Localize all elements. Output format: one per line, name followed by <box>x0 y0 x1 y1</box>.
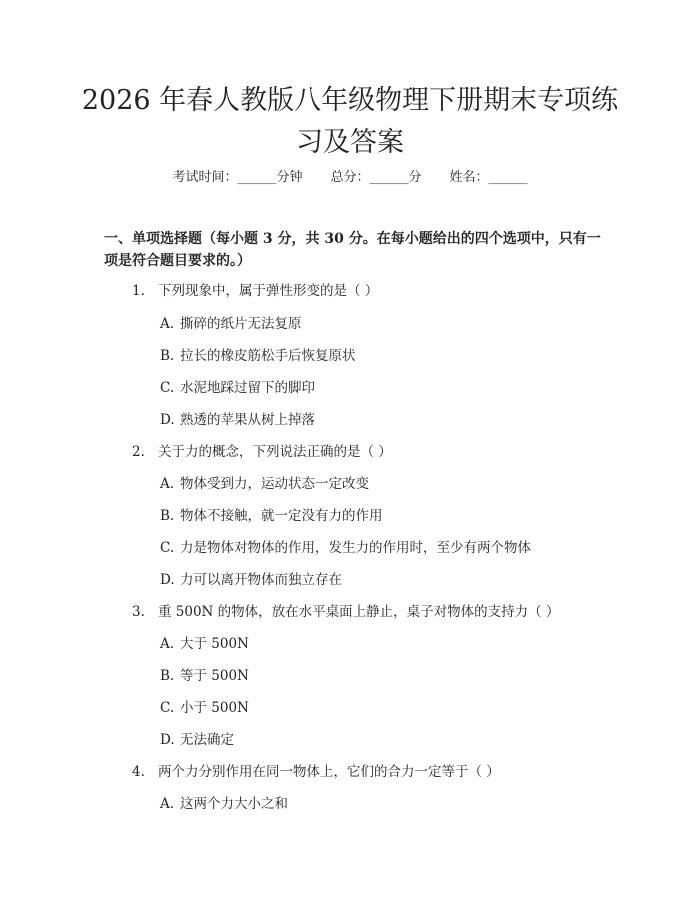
question-3-option-a <box>160 634 249 654</box>
option-letter: A. <box>160 476 175 492</box>
question-3-option-d <box>160 730 234 750</box>
title-line-2: 习及答案 <box>296 127 404 158</box>
option-letter: C. <box>160 700 175 716</box>
option-text: 物体受到力，运动状态一定改变 <box>180 476 369 492</box>
question-2-option-a <box>160 474 369 494</box>
option-letter: A. <box>160 796 175 812</box>
option-text: 这两个力大小之和 <box>180 796 288 812</box>
option-text: 水泥地踩过留下的脚印 <box>180 380 315 396</box>
option-letter: D. <box>160 732 175 748</box>
question-1-option-a <box>160 314 302 334</box>
title-line-1: 2026 年春人教版八年级物理下册期末专项练 <box>81 85 619 116</box>
question-number: 1. <box>132 283 145 299</box>
option-text: 大于 500N <box>180 636 249 652</box>
option-letter: D. <box>160 572 175 588</box>
option-letter: D. <box>160 412 175 428</box>
question-number: 2. <box>132 444 145 460</box>
exam-info-line <box>0 168 700 188</box>
question-1 <box>132 281 378 301</box>
option-letter: A. <box>160 636 175 652</box>
question-3 <box>132 602 559 622</box>
question-4 <box>132 762 500 782</box>
question-3-option-b <box>160 666 249 686</box>
question-1-option-d <box>160 410 315 430</box>
option-text: 熟透的苹果从树上掉落 <box>180 412 315 428</box>
option-letter: B. <box>160 668 175 684</box>
total-score-field: 总分：______分 <box>330 170 422 185</box>
question-number: 4. <box>132 764 145 780</box>
question-text: 两个力分别作用在同一物体上，它们的合力一定等于（ ） <box>158 764 500 780</box>
question-text: 关于力的概念，下列说法正确的是（ ） <box>158 444 392 460</box>
question-2 <box>132 442 392 462</box>
question-4-option-a <box>160 794 288 814</box>
question-number: 3. <box>132 604 145 620</box>
document-title <box>60 80 640 164</box>
question-2-option-c <box>160 538 531 558</box>
option-letter: B. <box>160 348 175 364</box>
option-text: 无法确定 <box>180 732 234 748</box>
option-text: 物体不接触，就一定没有力的作用 <box>180 508 383 524</box>
student-name-field: 姓名：______ <box>449 170 528 185</box>
option-letter: C. <box>160 540 175 556</box>
question-1-option-c <box>160 378 315 398</box>
question-2-option-b <box>160 506 383 526</box>
question-text: 下列现象中，属于弹性形变的是（ ） <box>158 283 379 299</box>
question-1-option-b <box>160 346 356 366</box>
option-text: 力可以离开物体而独立存在 <box>180 572 342 588</box>
option-letter: C. <box>160 380 175 396</box>
option-letter: A. <box>160 316 175 332</box>
option-text: 拉长的橡皮筋松手后恢复原状 <box>180 348 356 364</box>
question-2-option-d <box>160 570 342 590</box>
exam-time-field: 考试时间：______分钟 <box>172 170 303 185</box>
question-3-option-c <box>160 698 249 718</box>
question-text: 重 500N 的物体，放在水平桌面上静止，桌子对物体的支持力（ ） <box>158 604 560 620</box>
option-text: 等于 500N <box>180 668 249 684</box>
option-text: 撕碎的纸片无法复原 <box>180 316 302 332</box>
option-text: 小于 500N <box>180 700 249 716</box>
option-text: 力是物体对物体的作用，发生力的作用时，至少有两个物体 <box>180 540 531 556</box>
section-1-heading: 一、单项选择题（每小题 3 分，共 30 分。在每小题给出的四个选项中，只有一项是符合题目要求的。） <box>104 231 601 269</box>
option-letter: B. <box>160 508 175 524</box>
